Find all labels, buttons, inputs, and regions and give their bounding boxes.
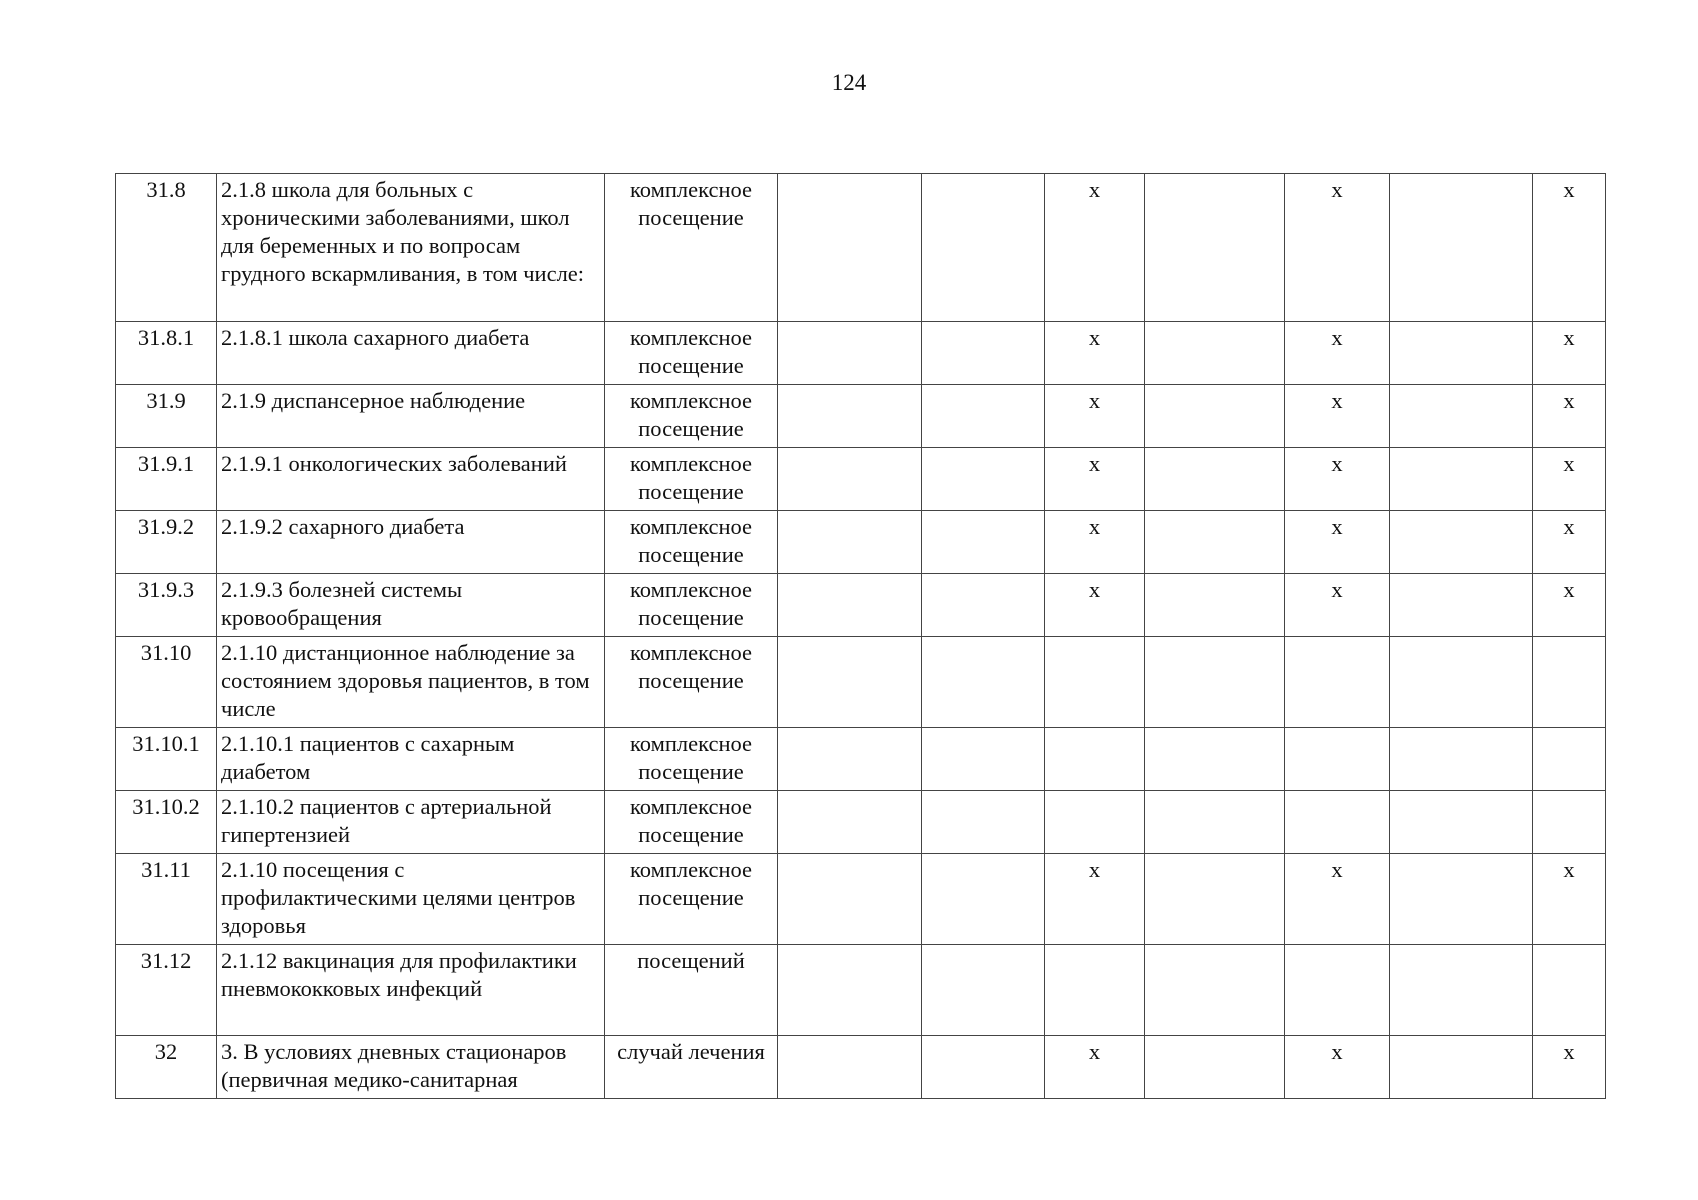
value-cell: х [1285,574,1390,637]
value-cell [1045,791,1145,854]
value-cell: х [1285,174,1390,322]
value-cell [778,791,922,854]
value-cell: х [1045,854,1145,945]
table-row [116,728,1606,791]
value-cell [1390,1036,1533,1099]
row-number-cell: 32 [116,1036,217,1099]
table-row [116,322,1606,385]
value-cell: х [1045,448,1145,511]
row-unit-cell: комплексное посещение [605,385,778,448]
value-cell: х [1045,574,1145,637]
value-cell [778,448,922,511]
value-cell [1390,637,1533,728]
value-cell [1045,637,1145,728]
row-name-cell: 3. В условиях дневных стационаров (первичная медико-санитарная [217,1036,605,1099]
value-cell [1533,945,1606,1036]
table-row [116,511,1606,574]
value-cell [778,574,922,637]
value-cell: х [1285,1036,1390,1099]
value-cell [778,945,922,1036]
value-cell: х [1285,322,1390,385]
row-unit-cell: комплексное посещение [605,791,778,854]
value-cell [1145,574,1285,637]
table-body [116,174,1606,1099]
row-name-cell: 2.1.9 диспансерное наблюдение [217,385,605,448]
value-cell [922,854,1045,945]
row-unit-cell: посещений [605,945,778,1036]
row-name-cell: 2.1.8 школа для больных с хроническими заболеваниями, школ для беременных и по вопросам грудного вскармливания, в том числе: [217,174,605,322]
page-number: 124 [831,70,867,95]
value-cell [922,574,1045,637]
row-unit-cell: комплексное посещение [605,728,778,791]
value-cell [1145,448,1285,511]
data-table [115,173,1606,1099]
row-name-cell: 2.1.10 дистанционное наблюдение за состоянием здоровья пациентов, в том числе [217,637,605,728]
value-cell [1145,791,1285,854]
value-cell: х [1533,448,1606,511]
value-cell [1390,448,1533,511]
value-cell [1285,728,1390,791]
value-cell [922,385,1045,448]
table-row [116,1036,1606,1099]
row-number-cell: 31.8.1 [116,322,217,385]
value-cell [1533,728,1606,791]
row-name-cell: 2.1.12 вакцинация для профилактики пневмококковых инфекций [217,945,605,1036]
value-cell [1145,945,1285,1036]
value-cell: х [1533,174,1606,322]
value-cell: х [1285,854,1390,945]
value-cell [922,728,1045,791]
table-row [116,385,1606,448]
value-cell [1145,1036,1285,1099]
value-cell [922,637,1045,728]
value-cell [1390,791,1533,854]
table-row [116,574,1606,637]
value-cell [922,1036,1045,1099]
value-cell [1390,574,1533,637]
row-number-cell: 31.9.2 [116,511,217,574]
value-cell: х [1533,385,1606,448]
row-name-cell: 2.1.9.3 болезней системы кровообращения [217,574,605,637]
row-name-cell: 2.1.10.2 пациентов с артериальной гипертензией [217,791,605,854]
row-unit-cell: комплексное посещение [605,322,778,385]
row-name-cell: 2.1.10.1 пациентов с сахарным диабетом [217,728,605,791]
value-cell [1390,945,1533,1036]
value-cell [1390,728,1533,791]
row-number-cell: 31.10.2 [116,791,217,854]
table-row [116,448,1606,511]
value-cell: х [1533,511,1606,574]
value-cell: х [1533,854,1606,945]
value-cell [1390,322,1533,385]
value-cell: х [1533,574,1606,637]
row-unit-cell: комплексное посещение [605,511,778,574]
row-unit-cell: комплексное посещение [605,174,778,322]
row-number-cell: 31.11 [116,854,217,945]
value-cell [1533,791,1606,854]
table-row [116,854,1606,945]
value-cell [1390,385,1533,448]
value-cell [778,385,922,448]
row-name-cell: 2.1.9.2 сахарного диабета [217,511,605,574]
value-cell [778,637,922,728]
value-cell [1533,637,1606,728]
table-row [116,174,1606,322]
value-cell [778,1036,922,1099]
value-cell [1145,322,1285,385]
value-cell: х [1045,385,1145,448]
row-unit-cell: комплексное посещение [605,574,778,637]
value-cell [1390,854,1533,945]
row-unit-cell: комплексное посещение [605,854,778,945]
value-cell: х [1533,1036,1606,1099]
value-cell: х [1045,511,1145,574]
row-number-cell: 31.12 [116,945,217,1036]
value-cell [922,322,1045,385]
row-unit-cell: случай лечения [605,1036,778,1099]
value-cell [922,511,1045,574]
value-cell [1285,637,1390,728]
value-cell [1145,854,1285,945]
value-cell [922,448,1045,511]
value-cell: х [1533,322,1606,385]
value-cell [778,174,922,322]
value-cell: х [1285,448,1390,511]
table-row [116,791,1606,854]
value-cell: х [1045,322,1145,385]
value-cell [1145,637,1285,728]
value-cell: х [1045,1036,1145,1099]
value-cell [922,945,1045,1036]
value-cell [1285,791,1390,854]
row-name-cell: 2.1.10 посещения с профилактическими целями центров здоровья [217,854,605,945]
value-cell [778,322,922,385]
row-number-cell: 31.9.3 [116,574,217,637]
row-number-cell: 31.10 [116,637,217,728]
value-cell [1390,174,1533,322]
value-cell [1145,174,1285,322]
value-cell [922,174,1045,322]
table-row [116,637,1606,728]
row-number-cell: 31.10.1 [116,728,217,791]
value-cell [1285,945,1390,1036]
value-cell [778,854,922,945]
value-cell: х [1285,385,1390,448]
value-cell [1145,385,1285,448]
row-unit-cell: комплексное посещение [605,448,778,511]
value-cell [778,728,922,791]
value-cell: х [1045,174,1145,322]
table-row [116,945,1606,1036]
row-number-cell: 31.9.1 [116,448,217,511]
value-cell [778,511,922,574]
value-cell: х [1285,511,1390,574]
value-cell [1145,728,1285,791]
value-cell [922,791,1045,854]
value-cell [1145,511,1285,574]
row-name-cell: 2.1.9.1 онкологических заболеваний [217,448,605,511]
row-number-cell: 31.8 [116,174,217,322]
row-unit-cell: комплексное посещение [605,637,778,728]
row-number-cell: 31.9 [116,385,217,448]
value-cell [1390,511,1533,574]
value-cell [1045,728,1145,791]
row-name-cell: 2.1.8.1 школа сахарного диабета [217,322,605,385]
value-cell [1045,945,1145,1036]
